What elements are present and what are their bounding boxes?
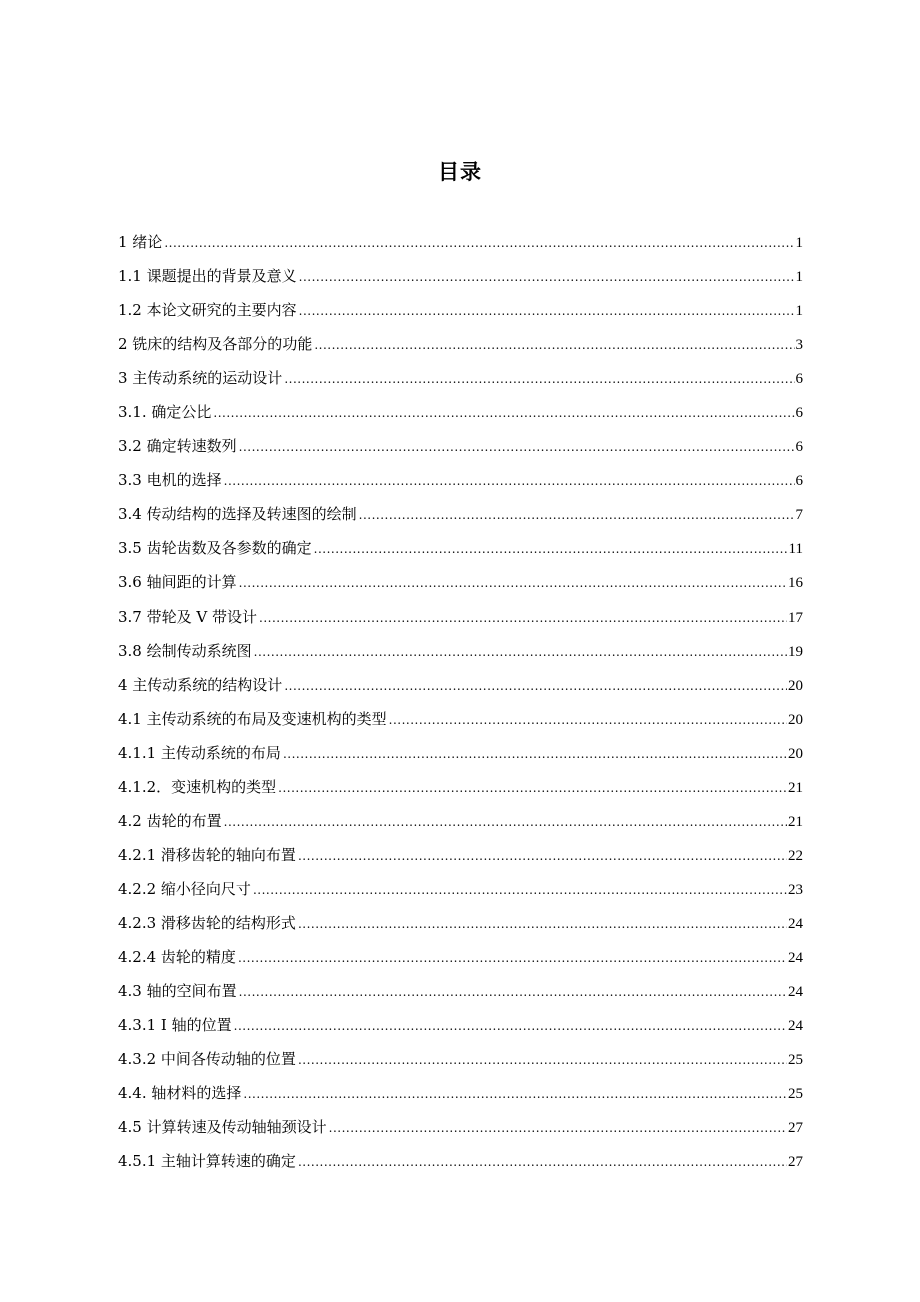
toc-dot-leader	[239, 979, 787, 1005]
toc-entry[interactable]	[118, 706, 803, 740]
toc-entry-page-number: 20	[788, 711, 803, 728]
toc-entry-page-number: 25	[788, 1052, 803, 1069]
toc-title: 目录	[438, 160, 482, 184]
toc-entry-page-number: 6	[795, 439, 803, 456]
toc-entry[interactable]	[118, 604, 803, 638]
toc-entry-page-number: 20	[788, 745, 803, 762]
toc-entry-page-number: 6	[795, 405, 803, 422]
toc-entry-label: 3.7 带轮及 V 带设计	[118, 607, 257, 626]
toc-entry[interactable]	[118, 297, 803, 331]
toc-entry[interactable]	[118, 399, 803, 433]
toc-entry[interactable]	[118, 774, 803, 808]
toc-entry[interactable]	[118, 501, 803, 535]
toc-entry-page-number: 22	[788, 847, 803, 864]
toc-entry-page-number: 25	[788, 1086, 803, 1103]
toc-entry-page-number: 24	[788, 984, 803, 1001]
toc-entry-page-number: 21	[788, 813, 803, 830]
toc-entry-label: 4.1.1 主传动系统的布局	[118, 743, 281, 762]
toc-dot-leader	[298, 843, 787, 869]
toc-entry-label: 3.3 电机的选择	[118, 471, 222, 490]
toc-dot-leader	[299, 264, 795, 290]
toc-dot-leader	[213, 400, 794, 426]
toc-entry[interactable]	[118, 569, 803, 603]
toc-entry-label: 4.3 轴的空间布置	[118, 982, 237, 1001]
toc-entry-label: 4.5 计算转速及传动轴轴颈设计	[118, 1118, 327, 1137]
toc-dot-leader	[243, 1081, 787, 1107]
toc-entry-page-number: 24	[788, 1018, 803, 1035]
toc-entry-page-number: 7	[795, 507, 803, 524]
toc-entry[interactable]	[118, 1080, 803, 1114]
toc-dot-leader	[284, 366, 794, 392]
toc-dot-leader	[253, 877, 787, 903]
toc-entry-page-number: 16	[788, 575, 803, 592]
toc-entry-label: 4.2.2 缩小径向尺寸	[118, 879, 251, 898]
toc-dot-leader	[298, 1149, 787, 1175]
toc-dot-leader	[389, 707, 787, 733]
toc-entry[interactable]	[118, 331, 803, 365]
toc-entry-page-number: 1	[795, 235, 803, 251]
toc-dot-leader	[359, 502, 795, 528]
toc-dot-leader	[254, 639, 787, 665]
toc-dot-leader	[239, 570, 787, 596]
toc-entry[interactable]	[118, 808, 803, 842]
toc-entry-page-number: 1	[795, 303, 803, 320]
toc-entry-label: 4.2.3 滑移齿轮的结构形式	[118, 913, 296, 932]
toc-entry[interactable]	[118, 1012, 803, 1046]
toc-entry[interactable]	[118, 1148, 803, 1182]
toc-entry-label: 4 主传动系统的结构设计	[118, 675, 283, 694]
toc-entry[interactable]	[118, 433, 803, 467]
toc-entry[interactable]	[118, 467, 803, 501]
toc-dot-leader	[298, 911, 787, 937]
toc-entry-label: 4.2.4 齿轮的精度	[118, 947, 236, 966]
toc-entry[interactable]	[118, 978, 803, 1012]
table-of-contents	[118, 229, 803, 1182]
toc-entry[interactable]	[118, 535, 803, 569]
toc-dot-leader	[224, 809, 787, 835]
toc-entry[interactable]	[118, 842, 803, 876]
toc-entry-label: 1.1 课题提出的背景及意义	[118, 267, 297, 286]
toc-entry-page-number: 3	[795, 337, 803, 354]
toc-dot-leader	[283, 741, 787, 767]
toc-entry[interactable]	[118, 1114, 803, 1148]
toc-entry-label: 4.3.2 中间各传动轴的位置	[118, 1050, 296, 1069]
toc-entry-page-number: 24	[788, 949, 803, 966]
toc-entry-page-number: 17	[788, 609, 803, 626]
toc-entry-page-number: 1	[795, 269, 803, 286]
toc-entry-label: 3.2 确定转速数列	[118, 437, 237, 456]
toc-entry-page-number: 19	[788, 643, 803, 660]
toc-dot-leader	[278, 775, 787, 801]
toc-dot-leader	[164, 230, 794, 256]
toc-dot-leader	[238, 945, 787, 971]
toc-entry-page-number: 24	[788, 915, 803, 932]
toc-entry-label: 3.6 轴间距的计算	[118, 573, 237, 592]
toc-dot-leader	[314, 536, 788, 562]
toc-dot-leader	[314, 332, 794, 358]
toc-dot-leader	[329, 1115, 787, 1141]
toc-entry-page-number: 6	[795, 473, 803, 490]
toc-entry-label: 3.1. 确定公比	[118, 403, 212, 422]
toc-dot-leader	[298, 1047, 787, 1073]
toc-dot-leader	[299, 298, 795, 324]
toc-dot-leader	[224, 468, 795, 494]
toc-entry-page-number: 21	[788, 779, 803, 796]
toc-entry-page-number: 11	[788, 541, 803, 558]
toc-entry-page-number: 27	[788, 1120, 803, 1137]
toc-entry-label: 3.5 齿轮齿数及各参数的确定	[118, 539, 312, 558]
toc-entry-label: 4.2.1 滑移齿轮的轴向布置	[118, 845, 296, 864]
toc-entry-label: 4.1 主传动系统的布局及变速机构的类型	[118, 709, 387, 728]
toc-entry-label: 2 铣床的结构及各部分的功能	[118, 335, 313, 354]
toc-entry-label: 3 主传动系统的运动设计	[118, 369, 283, 388]
toc-entry-page-number: 20	[788, 677, 803, 694]
toc-entry-label: 1 绪论	[118, 233, 163, 251]
toc-entry[interactable]	[118, 910, 803, 944]
toc-dot-leader	[284, 673, 787, 699]
toc-entry-label: 4.2 齿轮的布置	[118, 811, 222, 830]
toc-entry-label: 3.4 传动结构的选择及转速图的绘制	[118, 505, 357, 524]
toc-dot-leader	[239, 434, 795, 460]
toc-entry-page-number: 27	[788, 1154, 803, 1171]
toc-entry-label: 1.2 本论文研究的主要内容	[118, 301, 297, 320]
toc-entry-label: 4.5.1 主轴计算转速的确定	[118, 1152, 296, 1171]
toc-entry-page-number: 23	[788, 881, 803, 898]
toc-entry[interactable]	[118, 365, 803, 399]
toc-entry[interactable]	[118, 229, 803, 263]
toc-entry-label: 4.4. 轴材料的选择	[118, 1084, 242, 1103]
toc-entry[interactable]	[118, 876, 803, 910]
toc-entry-label: 4.3.1 I 轴的位置	[118, 1016, 232, 1035]
toc-dot-leader	[234, 1013, 787, 1039]
toc-entry-label: 3.8 绘制传动系统图	[118, 641, 252, 660]
toc-entry[interactable]	[118, 263, 803, 297]
toc-entry-page-number: 6	[795, 371, 803, 388]
toc-entry[interactable]	[118, 740, 803, 774]
toc-entry[interactable]	[118, 1046, 803, 1080]
toc-entry[interactable]	[118, 672, 803, 706]
toc-entry[interactable]	[118, 944, 803, 978]
toc-dot-leader	[259, 605, 787, 631]
toc-entry[interactable]	[118, 638, 803, 672]
toc-entry-label: 4.1.2．变速机构的类型	[118, 777, 277, 796]
